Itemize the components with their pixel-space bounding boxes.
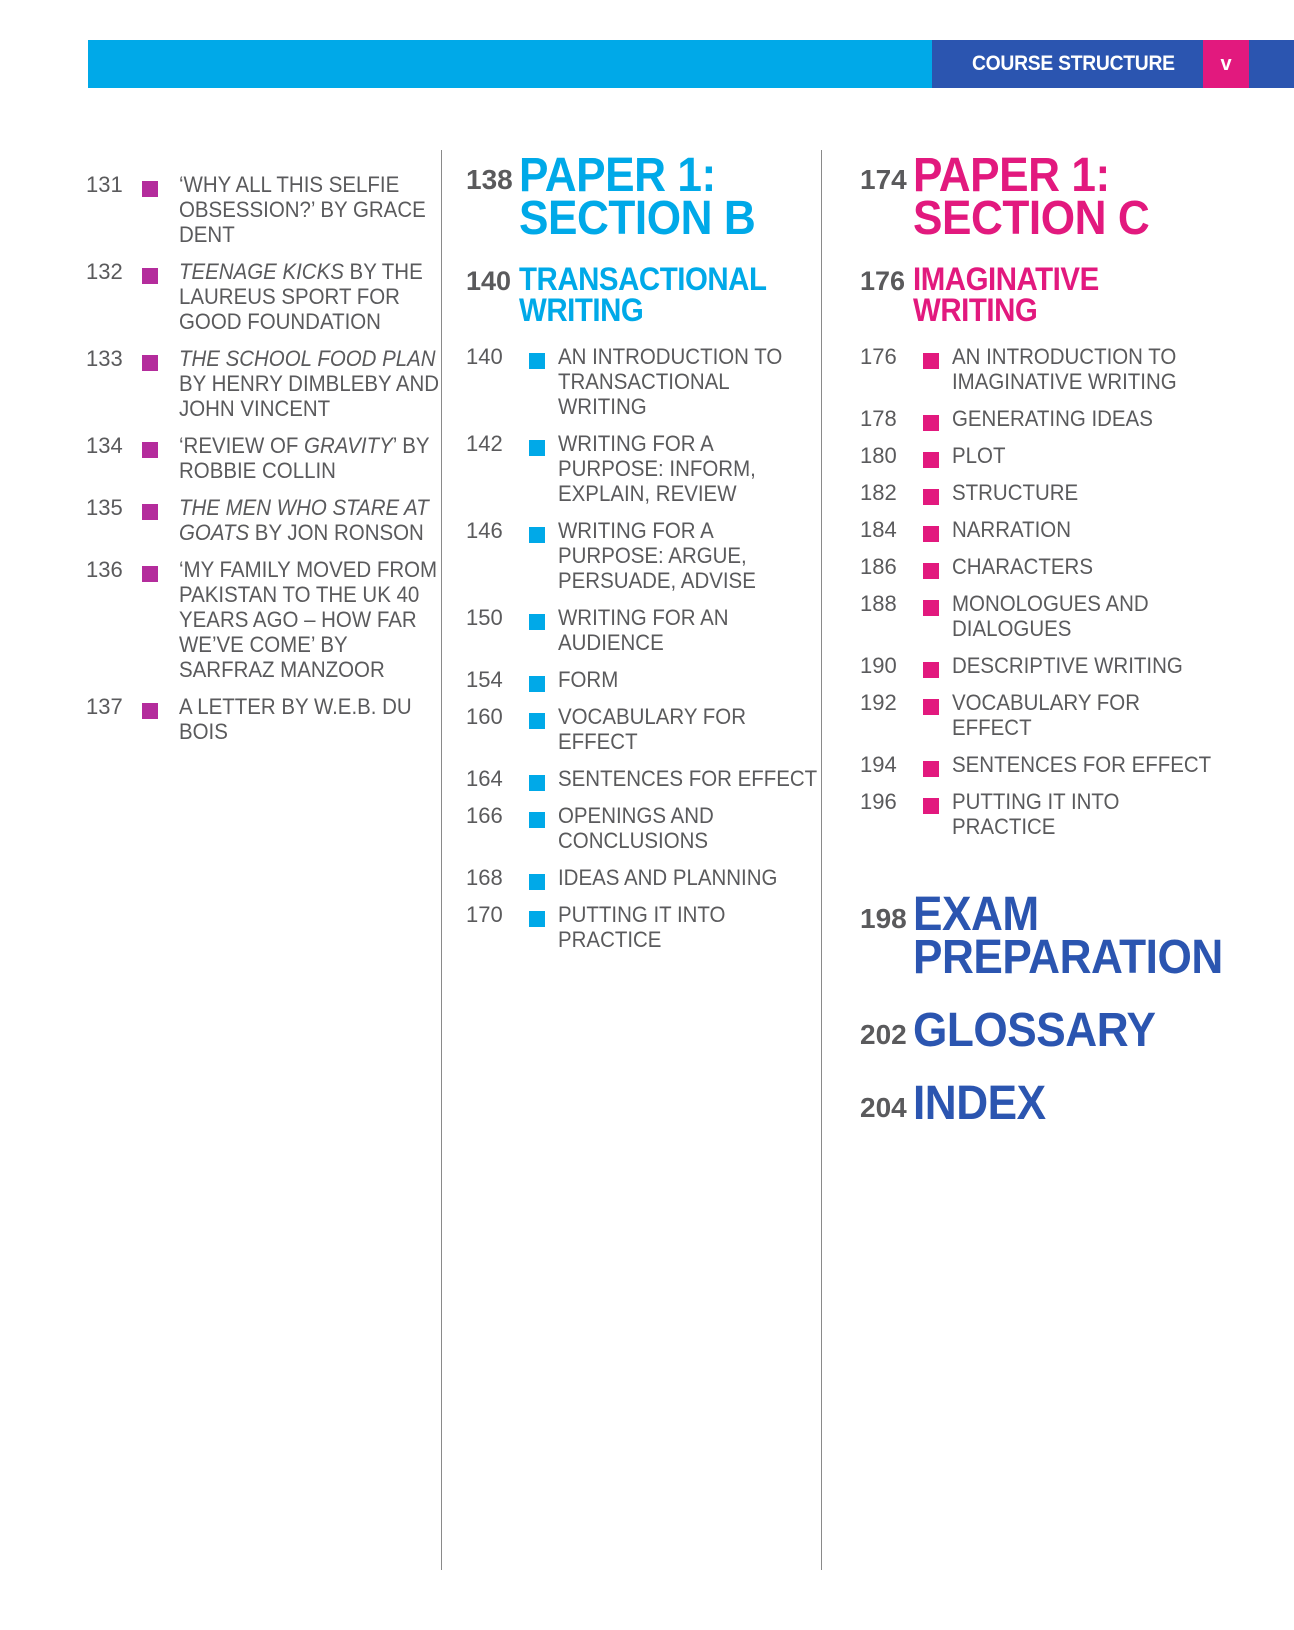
section-heading[interactable] — [860, 149, 1240, 245]
toc-entry[interactable] — [860, 344, 1240, 394]
bullet-square — [142, 703, 158, 719]
bullet-square — [923, 353, 939, 369]
entry-title: PUTTING IT INTO PRACTICE — [952, 789, 1120, 839]
entry-title: AN INTRODUCTION TO IMAGINATIVE WRITING — [952, 344, 1177, 394]
page-ref: 196 — [860, 789, 897, 814]
toc-entry[interactable] — [86, 694, 436, 744]
bullet-square — [923, 563, 939, 579]
page-ref: 154 — [466, 667, 503, 692]
toc-entry[interactable] — [860, 752, 1240, 777]
toc-entry[interactable] — [466, 803, 816, 853]
entry-title: WRITING FOR AN AUDIENCE — [558, 605, 729, 655]
entry-title: ‘WHY ALL THIS SELFIE OBSESSION?’ BY GRACE DENT — [179, 172, 426, 247]
section-heading-glossary[interactable] — [860, 1004, 1240, 1057]
toc-entry[interactable] — [86, 172, 436, 247]
page-ref: 135 — [86, 495, 123, 520]
section-title: PAPER 1: SECTION B — [519, 149, 756, 245]
bullet-square — [529, 775, 545, 791]
page-ref: 146 — [466, 518, 503, 543]
toc-entry[interactable] — [860, 690, 1240, 740]
page-ref: 194 — [860, 752, 897, 777]
section-page-ref: 204 — [860, 1092, 907, 1123]
section-heading-index[interactable] — [860, 1077, 1240, 1130]
entry-title: IDEAS AND PLANNING — [558, 865, 778, 890]
bullet-square — [923, 526, 939, 542]
column-divider-right — [821, 150, 822, 1570]
page-ref: 190 — [860, 653, 897, 678]
toc-entry[interactable] — [86, 259, 436, 334]
entry-title: A LETTER BY W.E.B. DU BOIS — [179, 694, 412, 744]
bullet-square — [142, 181, 158, 197]
entry-title: ‘MY FAMILY MOVED FROM PAKISTAN TO THE UK 40 YEARS AGO – HOW FAR WE’VE COME’ BY SARFRAZ MANZOOR — [179, 557, 438, 682]
entry-title: VOCABULARY FOR EFFECT — [558, 704, 746, 754]
page-ref: 140 — [466, 344, 503, 369]
toc-entry[interactable] — [860, 653, 1240, 678]
entry-title: NARRATION — [952, 517, 1071, 542]
entry-title: DESCRIPTIVE WRITING — [952, 653, 1183, 678]
section-page-ref: 138 — [466, 164, 513, 195]
toc-entry[interactable] — [466, 344, 816, 419]
toc-entry[interactable] — [466, 902, 816, 952]
subsection-heading[interactable] — [860, 261, 1240, 328]
toc-entry[interactable] — [860, 443, 1240, 468]
page-ref: 150 — [466, 605, 503, 630]
toc-entry[interactable] — [860, 480, 1240, 505]
entry-title: THE SCHOOL FOOD PLAN BY HENRY DIMBLEBY AND JOHN VINCENT — [179, 346, 440, 421]
bullet-square — [142, 442, 158, 458]
subsection-title: IMAGINATIVE WRITING — [913, 261, 1099, 328]
entry-title: WRITING FOR A PURPOSE: ARGUE, PERSUADE, ADVISE — [558, 518, 756, 593]
bullet-square — [529, 911, 545, 927]
toc-entry[interactable] — [86, 557, 436, 682]
section-page-ref: 198 — [860, 903, 907, 934]
section-heading-exam-preparation[interactable] — [860, 888, 1240, 984]
page-ref: 170 — [466, 902, 503, 927]
page-ref: 176 — [860, 344, 897, 369]
page-ref: 160 — [466, 704, 503, 729]
bullet-square — [142, 355, 158, 371]
page-ref: 132 — [86, 259, 123, 284]
toc-entry[interactable] — [86, 433, 436, 483]
entry-title: WRITING FOR A PURPOSE: INFORM, EXPLAIN, REVIEW — [558, 431, 756, 506]
bullet-square — [923, 452, 939, 468]
bullet-square — [142, 566, 158, 582]
entry-title: SENTENCES FOR EFFECT — [952, 752, 1212, 777]
page-ref: 166 — [466, 803, 503, 828]
bullet-square — [923, 761, 939, 777]
page-ref: 186 — [860, 554, 897, 579]
subsection-page-ref: 176 — [860, 266, 906, 296]
bullet-square — [923, 489, 939, 505]
toc-entry[interactable] — [860, 591, 1240, 641]
page-ref: 184 — [860, 517, 897, 542]
entry-title: VOCABULARY FOR EFFECT — [952, 690, 1140, 740]
bullet-square — [923, 600, 939, 616]
page-ref: 192 — [860, 690, 897, 715]
toc-entry[interactable] — [466, 605, 816, 655]
bullet-square — [923, 699, 939, 715]
subsection-heading[interactable] — [466, 261, 816, 328]
section-title: PAPER 1: SECTION C — [913, 149, 1150, 245]
toc-entry[interactable] — [466, 431, 816, 506]
entry-title: STRUCTURE — [952, 480, 1079, 505]
bullet-square — [529, 812, 545, 828]
bullet-square — [142, 268, 158, 284]
section-heading[interactable] — [466, 149, 816, 245]
bullet-square — [142, 504, 158, 520]
running-header-title: COURSE STRUCTURE — [972, 52, 1175, 75]
toc-entry[interactable] — [860, 406, 1240, 431]
toc-entry[interactable] — [466, 704, 816, 754]
page-ref: 188 — [860, 591, 897, 616]
bullet-square — [529, 527, 545, 543]
entry-title: GENERATING IDEAS — [952, 406, 1153, 431]
section-page-ref: 202 — [860, 1019, 907, 1050]
bullet-square — [923, 662, 939, 678]
page-ref: 137 — [86, 694, 123, 719]
entry-title: THE MEN WHO STARE AT GOATS BY JON RONSON — [179, 495, 429, 545]
entry-title: TEENAGE KICKS BY THE LAUREUS SPORT FOR GOOD FOUNDATION — [179, 259, 423, 334]
page-ref: 178 — [860, 406, 897, 431]
section-page-ref: 174 — [860, 164, 907, 195]
entry-title: OPENINGS AND CONCLUSIONS — [558, 803, 714, 853]
page-ref: 180 — [860, 443, 897, 468]
subsection-title: TRANSACTIONAL WRITING — [519, 261, 766, 328]
toc-column-1 — [86, 172, 440, 756]
toc-column-2 — [466, 149, 818, 964]
toc-entry[interactable] — [466, 667, 816, 692]
toc-entry[interactable] — [860, 554, 1240, 579]
entry-title: PLOT — [952, 443, 1006, 468]
bullet-square — [529, 440, 545, 456]
page-ref: 134 — [86, 433, 123, 458]
section-title: INDEX — [913, 1077, 1046, 1130]
page-ref: 136 — [86, 557, 123, 582]
bullet-square — [923, 798, 939, 814]
toc-entry[interactable] — [860, 517, 1240, 542]
page-ref: 164 — [466, 766, 503, 791]
bullet-square — [529, 713, 545, 729]
toc-entry[interactable] — [466, 518, 816, 593]
toc-entry[interactable] — [860, 789, 1240, 839]
section-title: GLOSSARY — [913, 1004, 1156, 1057]
section-title: EXAM PREPARATION — [913, 888, 1223, 984]
page-ref: 142 — [466, 431, 503, 456]
entry-title: SENTENCES FOR EFFECT — [558, 766, 818, 791]
bullet-square — [923, 415, 939, 431]
page-ref: 133 — [86, 346, 123, 371]
page-ref: 182 — [860, 480, 897, 505]
page-number: v — [1203, 40, 1249, 88]
entry-title: FORM — [558, 667, 619, 692]
entry-title: PUTTING IT INTO PRACTICE — [558, 902, 726, 952]
toc-column-3 — [860, 149, 1240, 1130]
bullet-square — [529, 874, 545, 890]
page-ref: 168 — [466, 865, 503, 890]
bullet-square — [529, 676, 545, 692]
entry-title: CHARACTERS — [952, 554, 1093, 579]
entry-title: MONOLOGUES AND DIALOGUES — [952, 591, 1149, 641]
bullet-square — [529, 614, 545, 630]
entry-title: ‘REVIEW OF GRAVITY’ BY ROBBIE COLLIN — [179, 433, 430, 483]
toc-entry[interactable] — [466, 766, 816, 791]
page-ref: 131 — [86, 172, 123, 197]
toc-entry[interactable] — [86, 346, 440, 421]
bullet-square — [529, 353, 545, 369]
subsection-page-ref: 140 — [466, 266, 512, 296]
entry-title: AN INTRODUCTION TO TRANSACTIONAL WRITING — [558, 344, 783, 419]
toc-entry[interactable] — [466, 865, 816, 890]
toc-entry[interactable] — [86, 495, 436, 545]
